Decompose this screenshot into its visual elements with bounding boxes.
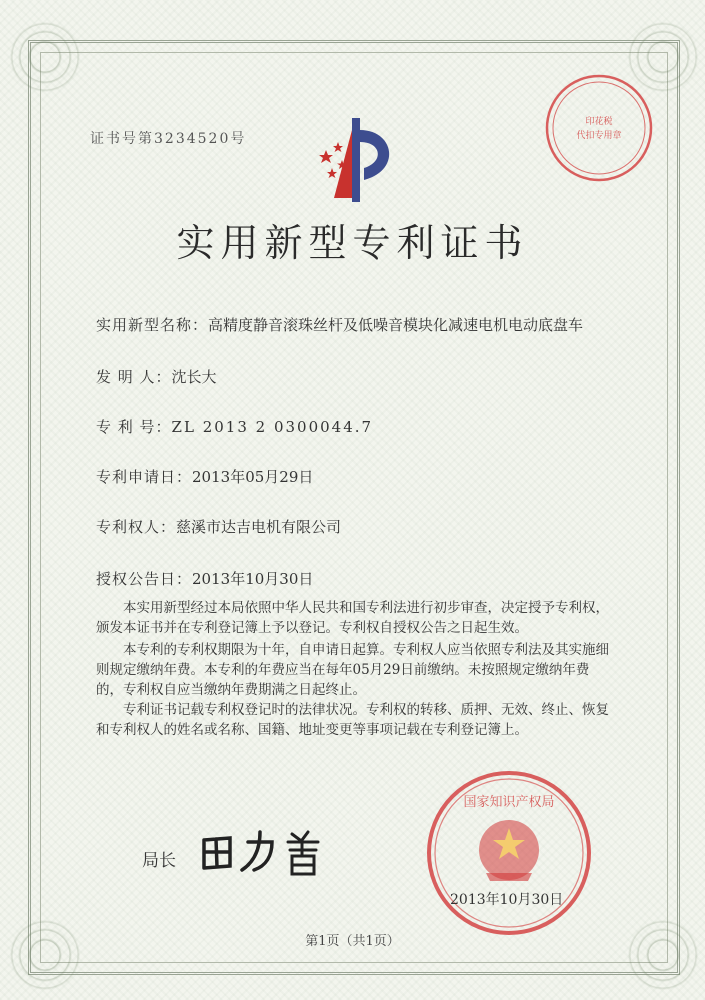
field-label: 专利权人： [96, 518, 177, 536]
field-value: 2013年10月30日 [192, 570, 314, 588]
body-paragraph: 专利证书记载专利权登记时的法律状况。专利权的转移、质押、无效、终止、恢复和专利权人的姓名或名称、国籍、地址变更等事项记载在专利登记簿上。 [96, 702, 609, 738]
field-label: 专 利 号： [96, 418, 172, 436]
inventor-row [96, 366, 217, 387]
official-seal [424, 768, 594, 938]
body-paragraph: 本专利的专利权期限为十年，自申请日起算。专利权人应当依照专利法及其实施细则规定缴纳年费。本专利的年费应当在每年05月29日前缴纳。未按照规定缴纳年费的，专利权自应当缴纳年费期满之日起终止。 [96, 642, 609, 698]
field-value: 沈长大 [171, 368, 217, 386]
filing-date-row [96, 466, 313, 487]
seal-date: 2013年10月30日 [450, 892, 564, 908]
grant-date-row [96, 568, 313, 589]
utility-model-name-row [96, 314, 583, 335]
field-value: ZL 2013 2 0300044.7 [171, 418, 374, 436]
page-number: 第1页（共1页） [305, 934, 400, 949]
patent-number-row [96, 416, 373, 437]
corner-ornament [10, 22, 80, 92]
patent-office-logo [312, 110, 412, 210]
body-paragraph: 本实用新型经过本局依照中华人民共和国专利法进行初步审查，决定授予专利权，颁发本证书并在专利登记簿上予以登记。专利权自授权公告之日起生效。 [96, 600, 609, 636]
field-label: 专利申请日： [96, 468, 193, 486]
svg-text:代扣专用章: 代扣专用章 [576, 131, 622, 141]
field-label: 授权公告日： [96, 570, 193, 588]
tax-stamp [543, 72, 655, 184]
svg-text:印花税: 印花税 [585, 117, 613, 127]
field-value: 2013年05月29日 [192, 468, 314, 486]
director-signature [196, 820, 346, 880]
field-label: 实用新型名称： [96, 316, 209, 334]
field-value: 高精度静音滚珠丝杆及低噪音模块化减速电机电动底盘车 [208, 316, 584, 334]
svg-text:国家知识产权局: 国家知识产权局 [463, 795, 555, 810]
certificate-title: 实用新型专利证书 [176, 221, 529, 265]
director-label: 局长 [142, 851, 176, 871]
field-value: 慈溪市达吉电机有限公司 [176, 518, 342, 536]
patentee-row [96, 516, 341, 537]
certificate-number: 证书号第3234520号 [90, 131, 247, 147]
field-label: 发 明 人： [96, 368, 172, 386]
